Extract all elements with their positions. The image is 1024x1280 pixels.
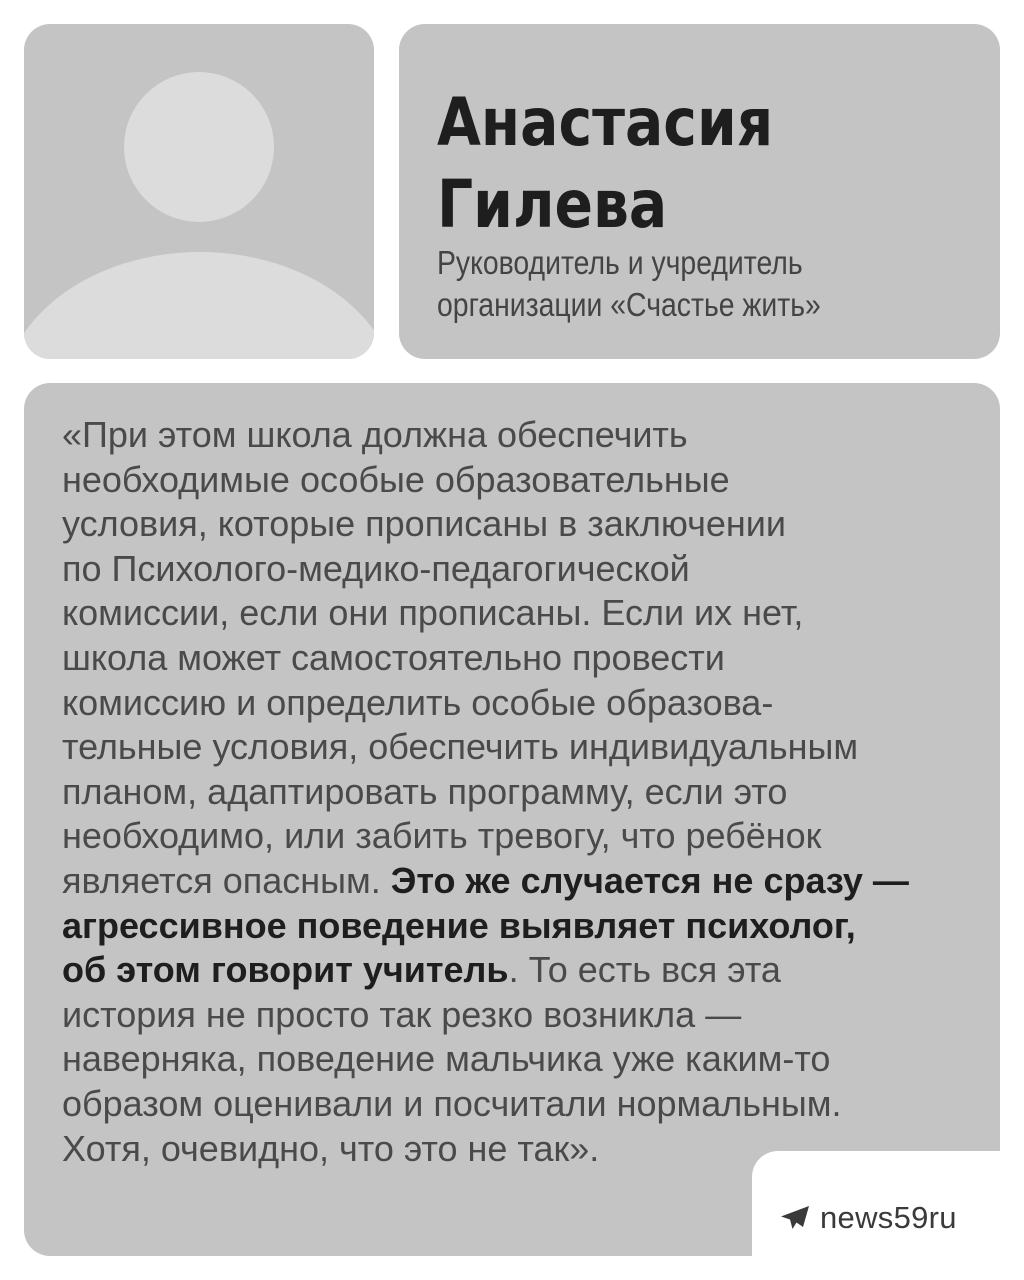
quote-text (62, 413, 909, 1171)
quote-line: планом, адаптировать программу, если это (62, 770, 788, 812)
quote-emphasis: агрессивное поведение выявляет психолог, (62, 904, 856, 946)
telegram-send-icon (780, 1205, 810, 1231)
person-role (437, 242, 821, 326)
quote-line: наверняка, поведение мальчика уже каким-то (62, 1038, 831, 1080)
person-role-line: Руководитель и учредитель (437, 244, 803, 281)
quote-emphasis: Это же случается не сразу — (390, 859, 909, 901)
quote-line: комиссии, если они прописаны. Если их нет, (62, 592, 804, 634)
quote-line: необходимо, или забить тревогу, что ребёнок (62, 815, 822, 857)
quote-card (24, 383, 1000, 1256)
quote-emphasis: об этом говорит учитель (62, 949, 509, 991)
person-last-name: Гилева (437, 166, 668, 243)
quote-line: необходимые особые образовательные (62, 458, 730, 500)
avatar-placeholder (24, 24, 374, 359)
quote-line: комиссию и определить особые образова- (62, 681, 774, 723)
quote-line: история не просто так резко возникла — (62, 993, 742, 1035)
quote-line: тельные условия, обеспечить индивидуальным (62, 726, 859, 768)
quote-line: по Психолого-медико-педагогической (62, 547, 690, 589)
avatar-head-shape (124, 72, 274, 222)
person-name (437, 82, 773, 246)
quote-line (62, 904, 909, 949)
quote-line: является опасным. Это же случается не сразу — (62, 859, 909, 901)
person-first-name: Анастасия (437, 84, 774, 161)
quote-line: об этом говорит учитель. То есть вся эта (62, 949, 781, 991)
telegram-channel-badge[interactable] (780, 1200, 957, 1236)
channel-name: news59ru (820, 1200, 957, 1235)
quote-line: Хотя, очевидно, что это не так». (62, 1127, 600, 1169)
quote-line: образом оценивали и посчитали нормальным. (62, 1082, 842, 1124)
quote-line: школа может самостоятельно провести (62, 636, 725, 678)
quote-line: условия, которые прописаны в заключении (62, 503, 786, 545)
avatar-body-shape (24, 252, 374, 359)
person-card (399, 24, 1000, 359)
quote-line: «При этом школа должна обеспечить (62, 414, 688, 455)
person-role-line: организации «Счастье жить» (437, 286, 821, 323)
